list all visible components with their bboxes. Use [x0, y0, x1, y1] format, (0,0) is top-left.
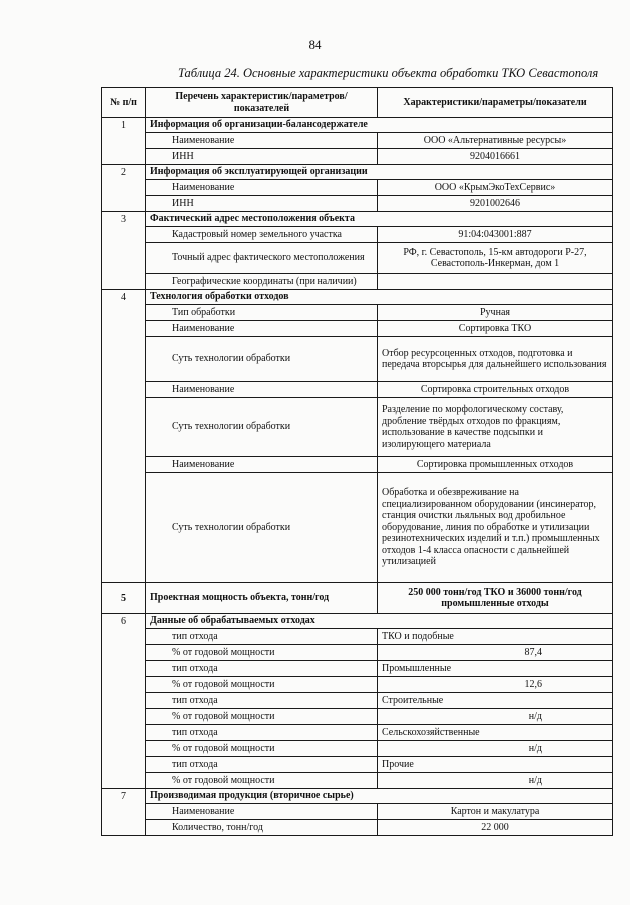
table-row [102, 274, 613, 290]
param-value: Сортировка строительных отходов [378, 382, 613, 398]
param-value: Сортировка ТКО [378, 321, 613, 337]
param-value: 91:04:043001:887 [378, 227, 613, 243]
param-name: % от годовой мощности [146, 709, 378, 725]
param-value: Обработка и обезвреживание на специализированном оборудовании (инсинератор, станция очистки льяльных вод дробильное оборудование, линия по обработке и утилизации резинотехнических изделий и т.п.) промышленных отходов 1-4 класса опасности с дальнейшей утилизацией [378, 473, 613, 583]
section-number: 4 [102, 290, 146, 583]
param-name: тип отхода [146, 661, 378, 677]
section-number: 2 [102, 165, 146, 212]
section-2-title-row [102, 165, 613, 180]
param-name: Суть технологии обработки [146, 398, 378, 457]
table-row [102, 321, 613, 337]
table-row [102, 804, 613, 820]
param-value: н/д [378, 709, 613, 725]
table-row [102, 337, 613, 382]
table-row [102, 709, 613, 725]
param-name: Суть технологии обработки [146, 337, 378, 382]
table-row [102, 677, 613, 693]
param-value: Сортировка промышленных отходов [378, 457, 613, 473]
header-name: Перечень характеристик/параметров/показателей [146, 88, 378, 118]
param-value [378, 274, 613, 290]
header-value: Характеристики/параметры/показатели [378, 88, 613, 118]
page-number: 84 [308, 37, 322, 52]
section-title: Технология обработки отходов [146, 290, 613, 305]
table-row [102, 457, 613, 473]
section-1-title-row [102, 118, 613, 133]
param-name: тип отхода [146, 725, 378, 741]
param-value: 12,6 [378, 677, 613, 693]
param-name: Кадастровый номер земельного участка [146, 227, 378, 243]
param-value: Разделение по морфологическому составу, дробление твёрдых отходов по фракциям, использование в качестве подсыпки и изолирующего материала [378, 398, 613, 457]
table-row [102, 133, 613, 149]
param-value: 9204016661 [378, 149, 613, 165]
table-row [102, 180, 613, 196]
table-row [102, 693, 613, 709]
table-row [102, 473, 613, 583]
characteristics-table [101, 87, 613, 836]
table-row [102, 725, 613, 741]
param-name: Количество, тонн/год [146, 820, 378, 836]
param-name: % от годовой мощности [146, 677, 378, 693]
section-4-title-row [102, 290, 613, 305]
section-number: 7 [102, 789, 146, 836]
table-row [102, 227, 613, 243]
param-value: Прочие [378, 757, 613, 773]
section-number: 6 [102, 614, 146, 789]
table-row [102, 149, 613, 165]
section-5-row [102, 583, 613, 614]
param-name: тип отхода [146, 693, 378, 709]
param-name: % от годовой мощности [146, 741, 378, 757]
table-row [102, 661, 613, 677]
section-title: Данные об обрабатываемых отходах [146, 614, 613, 629]
table-header-row [102, 88, 613, 118]
section-3-title-row [102, 212, 613, 227]
table-row [102, 741, 613, 757]
table-row [102, 243, 613, 274]
param-name: Наименование [146, 180, 378, 196]
section-title: Производимая продукция (вторичное сырье) [146, 789, 613, 804]
param-value: н/д [378, 773, 613, 789]
section-number: 3 [102, 212, 146, 290]
table-row [102, 820, 613, 836]
param-name: ИНН [146, 196, 378, 212]
param-value: 87,4 [378, 645, 613, 661]
param-name: ИНН [146, 149, 378, 165]
param-value: ТКО и подобные [378, 629, 613, 645]
table-row [102, 773, 613, 789]
table-row [102, 196, 613, 212]
table-row [102, 645, 613, 661]
param-name: Наименование [146, 804, 378, 820]
param-value: Строительные [378, 693, 613, 709]
param-name: Тип обработки [146, 305, 378, 321]
section-6-title-row [102, 614, 613, 629]
param-value: РФ, г. Севастополь, 15-км автодороги Р-27, Севастополь-Инкерман, дом 1 [378, 243, 613, 274]
param-value: ООО «КрымЭкоТехСервис» [378, 180, 613, 196]
header-num: № п/п [102, 88, 146, 118]
param-name: тип отхода [146, 629, 378, 645]
table-row [102, 757, 613, 773]
param-name: Наименование [146, 321, 378, 337]
param-value: н/д [378, 741, 613, 757]
param-value: Отбор ресурсоценных отходов, подготовка и передача вторсырья для дальнейшего использования [378, 337, 613, 382]
param-value: Сельскохозяйственные [378, 725, 613, 741]
section-title: Фактический адрес местоположения объекта [146, 212, 613, 227]
param-value: Картон и макулатура [378, 804, 613, 820]
param-name: % от годовой мощности [146, 773, 378, 789]
section-number: 1 [102, 118, 146, 165]
param-value: 22 000 [378, 820, 613, 836]
table-row [102, 398, 613, 457]
section-title: Проектная мощность объекта, тонн/год [146, 583, 378, 614]
param-value: ООО «Альтернативные ресурсы» [378, 133, 613, 149]
param-value: Ручная [378, 305, 613, 321]
param-value: 9201002646 [378, 196, 613, 212]
table-row [102, 305, 613, 321]
section-number: 5 [102, 583, 146, 614]
design-capacity-value: 250 000 тонн/год ТКО и 36000 тонн/год промышленные отходы [378, 583, 613, 614]
section-title: Информация об эксплуатирующей организации [146, 165, 613, 180]
param-name: Наименование [146, 457, 378, 473]
param-name: % от годовой мощности [146, 645, 378, 661]
section-7-title-row [102, 789, 613, 804]
param-name: Географические координаты (при наличии) [146, 274, 378, 290]
section-title: Информация об организации-балансодержателе [146, 118, 613, 133]
table-row [102, 629, 613, 645]
param-name: Точный адрес фактического местоположения [146, 243, 378, 274]
table-row [102, 382, 613, 398]
param-name: Наименование [146, 382, 378, 398]
param-name: Суть технологии обработки [146, 473, 378, 583]
table-caption: Таблица 24. Основные характеристики объекта обработки ТКО Севастополя [178, 66, 599, 80]
param-name: тип отхода [146, 757, 378, 773]
param-value: Промышленные [378, 661, 613, 677]
param-name: Наименование [146, 133, 378, 149]
